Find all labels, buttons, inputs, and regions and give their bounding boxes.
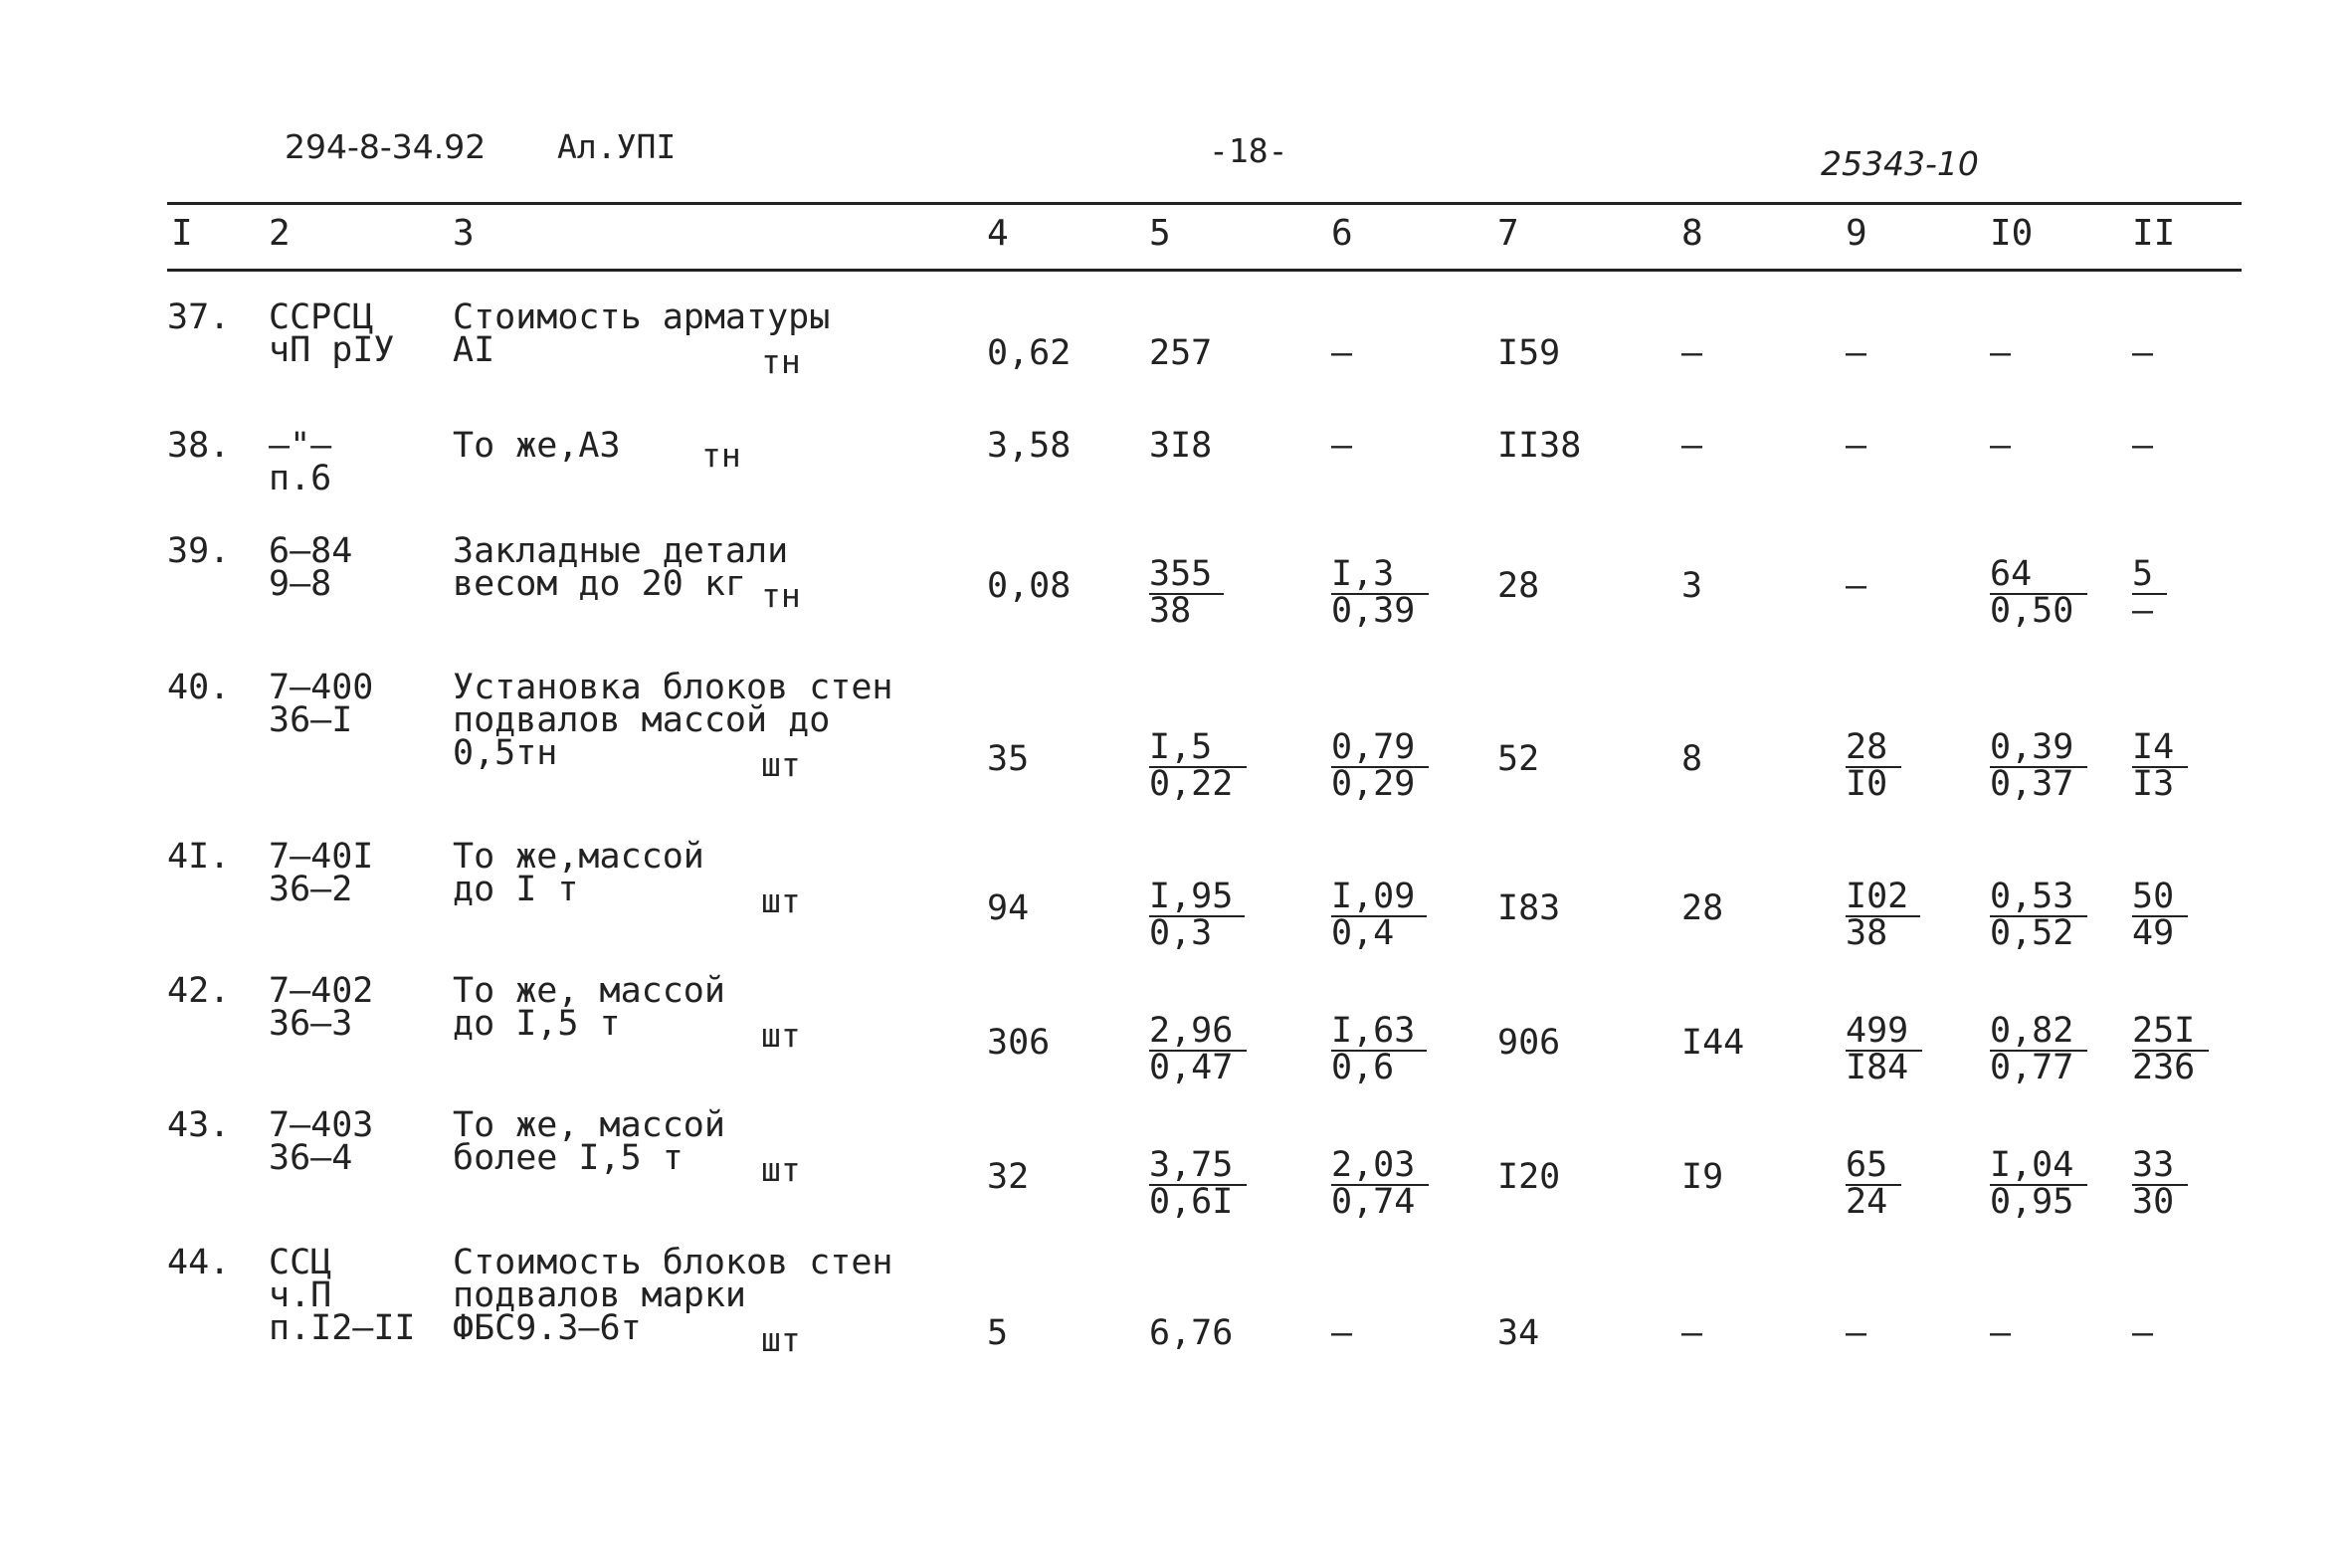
fraction-denominator: 0,22 [1149, 766, 1247, 801]
work-description-line: Стоимость арматуры [453, 297, 831, 337]
work-description-line: до I т [453, 870, 579, 909]
fraction-denominator: I84 [1846, 1050, 1922, 1084]
fraction-denominator: 0,74 [1331, 1184, 1429, 1219]
unit-of-measure: шт [761, 1150, 801, 1189]
norm-code-line: 6–84 [269, 531, 353, 571]
fraction-numerator: – [1846, 426, 1867, 466]
cell-c10-value [1990, 1011, 2075, 1087]
norm-code-line: 36–2 [269, 870, 353, 909]
fraction-denominator: 49 [2132, 915, 2188, 950]
work-description-line: AI [453, 330, 495, 370]
fraction-numerator: I,3 [1331, 554, 1395, 594]
fraction-denominator: 0,29 [1331, 766, 1429, 801]
fraction-numerator: – [1331, 426, 1353, 466]
column-header-7: 7 [1497, 213, 1519, 254]
work-description-line: Установка блоков стен [453, 668, 893, 707]
norm-code-line: 7–40I [269, 837, 374, 877]
unit-of-measure: тн [761, 576, 801, 615]
column-header-1: I [171, 213, 193, 254]
unit-of-measure: тн [761, 342, 801, 381]
work-description-line: весом до 20 кг [453, 564, 747, 604]
norm-code-line: ССРСЦ [269, 297, 374, 337]
fraction-numerator: 5 [2132, 554, 2154, 594]
fraction-numerator: – [1990, 1313, 2012, 1353]
work-description-line: подвалов массой до [453, 700, 831, 740]
column-header-5: 5 [1149, 213, 1171, 254]
fraction-numerator: 33 [2132, 1145, 2175, 1185]
fraction-numerator: I,63 [1331, 1011, 1416, 1051]
cell-c9-value [1846, 566, 1867, 606]
fraction-numerator: 64 [1990, 554, 2033, 594]
cell-c6-value [1331, 1313, 1353, 1353]
document-code: 294-8-34.92 [285, 127, 487, 166]
work-description-line: до I,5 т [453, 1004, 621, 1044]
cell-col7: I83 [1497, 888, 1561, 928]
fraction-denominator: 0,95 [1990, 1184, 2087, 1219]
fraction-denominator: 0,39 [1331, 593, 1429, 628]
fraction-numerator: 28 [1846, 727, 1888, 767]
cell-c9-value [1846, 1313, 1867, 1353]
table-header-rule [167, 269, 2242, 272]
cell-c9-value [1846, 333, 1867, 373]
fraction-denominator: 0,4 [1331, 915, 1427, 950]
cell-c10-value [1990, 1313, 2012, 1353]
fraction-numerator: – [1990, 333, 2012, 373]
fraction-numerator: 3I8 [1149, 426, 1213, 466]
column-header-10: I0 [1990, 213, 2034, 254]
cell-c10-value [1990, 554, 2075, 631]
fraction-denominator: 30 [2132, 1184, 2188, 1219]
column-header-2: 2 [269, 213, 291, 254]
norm-code-line: п.I2–II [269, 1308, 416, 1348]
work-description-line: более I,5 т [453, 1138, 684, 1178]
fraction-numerator: I,09 [1331, 877, 1416, 916]
work-description-line: подвалов марки [453, 1275, 747, 1315]
cell-c5-value [1149, 877, 1234, 953]
cell-c6-value [1331, 554, 1417, 631]
work-description-line: Стоимость блоков стен [453, 1243, 893, 1282]
cell-col8: 3 [1681, 566, 1703, 606]
unit-of-measure: шт [761, 882, 801, 920]
cell-col7: 906 [1497, 1023, 1561, 1063]
cell-col8: – [1681, 333, 1703, 373]
fraction-denominator: I0 [1846, 766, 1901, 801]
cell-col8: – [1681, 1313, 1703, 1353]
column-header-4: 4 [987, 213, 1009, 254]
cell-c10-value [1990, 727, 2075, 804]
row-number: 44. [167, 1243, 231, 1282]
row-number: 43. [167, 1105, 231, 1145]
row-number: 38. [167, 426, 231, 466]
fraction-numerator: 2,96 [1149, 1011, 1234, 1051]
fraction-numerator: 3,75 [1149, 1145, 1234, 1185]
cell-col4: 3,58 [987, 426, 1072, 466]
inventory-number: 25343-10 [1821, 144, 1979, 183]
column-header-8: 8 [1681, 213, 1703, 254]
unit-of-measure: шт [761, 1320, 801, 1359]
cell-col4: 0,08 [987, 566, 1072, 606]
cell-col8: 28 [1681, 888, 1724, 928]
cell-c11-value [2132, 554, 2155, 631]
cell-col7: I59 [1497, 333, 1561, 373]
cell-col4: 306 [987, 1023, 1051, 1063]
work-description-line: То же,А3 [453, 426, 621, 466]
fraction-denominator: 24 [1846, 1184, 1901, 1219]
fraction-numerator: 355 [1149, 554, 1213, 594]
fraction-denominator: 0,6 [1331, 1050, 1427, 1084]
fraction-denominator: 38 [1149, 593, 1224, 628]
cell-col7: 52 [1497, 739, 1540, 779]
cell-col4: 35 [987, 739, 1030, 779]
cell-c5-value [1149, 333, 1213, 373]
unit-of-measure: тн [701, 436, 741, 475]
fraction-numerator: I,95 [1149, 877, 1234, 916]
cell-c11-value [2132, 1011, 2197, 1087]
fraction-denominator: 0,50 [1990, 593, 2087, 628]
norm-code-line: п.6 [269, 459, 332, 498]
cell-col4: 5 [987, 1313, 1009, 1353]
fraction-numerator: 6,76 [1149, 1313, 1234, 1353]
fraction-denominator: 38 [1846, 915, 1920, 950]
table-top-rule [167, 202, 2242, 205]
fraction-numerator: – [1846, 1313, 1867, 1353]
fraction-denominator: – [2132, 593, 2167, 628]
unit-of-measure: шт [761, 1016, 801, 1055]
fraction-numerator: 257 [1149, 333, 1213, 373]
norm-code-line: чП рIУ [269, 330, 395, 370]
work-description-line: Закладные детали [453, 531, 789, 571]
cell-col4: 32 [987, 1157, 1030, 1197]
norm-code-line: 7–400 [269, 668, 374, 707]
work-description-line: ФБС9.3–6т [453, 1308, 642, 1348]
fraction-numerator: – [1846, 566, 1867, 606]
cell-c9-value [1846, 877, 1909, 953]
cell-c9-value [1846, 1011, 1910, 1087]
cell-c5-value [1149, 1011, 1235, 1087]
column-header-3: 3 [453, 213, 475, 254]
norm-code-line: –"– [269, 426, 332, 466]
cell-c5-value [1149, 1313, 1234, 1353]
cell-c6-value [1331, 727, 1417, 804]
cell-c11-value [2132, 727, 2176, 804]
fraction-numerator: – [2132, 1313, 2154, 1353]
fraction-numerator: – [1331, 333, 1353, 373]
cell-c5-value [1149, 1145, 1235, 1222]
fraction-numerator: 0,39 [1990, 727, 2074, 767]
norm-code-line: ССЦ [269, 1243, 332, 1282]
column-header-9: 9 [1846, 213, 1867, 254]
cell-c6-value [1331, 333, 1353, 373]
norm-code-line: 7–403 [269, 1105, 374, 1145]
norm-code-line: 9–8 [269, 564, 332, 604]
norm-code-line: 36–4 [269, 1138, 353, 1178]
cell-c10-value [1990, 333, 2012, 373]
cell-col8: – [1681, 426, 1703, 466]
cell-c6-value [1331, 426, 1353, 466]
cell-c6-value [1331, 1145, 1417, 1222]
cell-c5-value [1149, 554, 1213, 631]
column-header-11: II [2132, 213, 2176, 254]
cell-c10-value [1990, 877, 2075, 953]
norm-code-line: 36–I [269, 700, 353, 740]
norm-code-line: ч.П [269, 1275, 332, 1315]
cell-col7: II38 [1497, 426, 1582, 466]
fraction-numerator: 0,82 [1990, 1011, 2074, 1051]
fraction-numerator: – [1331, 1313, 1353, 1353]
row-number: 39. [167, 531, 231, 571]
work-description-line: То же, массой [453, 971, 725, 1011]
cell-col8: I9 [1681, 1157, 1724, 1197]
fraction-numerator: 25I [2132, 1011, 2196, 1051]
cell-col4: 94 [987, 888, 1030, 928]
fraction-numerator: 2,03 [1331, 1145, 1416, 1185]
fraction-denominator: 0,77 [1990, 1050, 2087, 1084]
cell-c10-value [1990, 1145, 2075, 1222]
cell-col4: 0,62 [987, 333, 1072, 373]
work-description-line: 0,5тн [453, 733, 558, 773]
cell-c9-value [1846, 1145, 1889, 1222]
fraction-numerator: 0,53 [1990, 877, 2074, 916]
column-header-6: 6 [1331, 213, 1353, 254]
row-number: 42. [167, 971, 231, 1011]
fraction-numerator: I4 [2132, 727, 2175, 767]
fraction-numerator: – [1846, 333, 1867, 373]
cell-c9-value [1846, 727, 1889, 804]
cell-c11-value [2132, 333, 2154, 373]
cell-col7: 28 [1497, 566, 1540, 606]
cell-c5-value [1149, 727, 1235, 804]
fraction-numerator: I,04 [1990, 1145, 2074, 1185]
fraction-numerator: – [2132, 333, 2154, 373]
fraction-numerator: 499 [1846, 1011, 1909, 1051]
cell-c6-value [1331, 1011, 1416, 1087]
cell-c11-value [2132, 426, 2154, 466]
cell-col7: I20 [1497, 1157, 1561, 1197]
cell-c6-value [1331, 877, 1416, 953]
cell-c11-value [2132, 1313, 2154, 1353]
cell-col8: I44 [1681, 1023, 1745, 1063]
fraction-denominator: 0,3 [1149, 915, 1245, 950]
unit-of-measure: шт [761, 745, 801, 784]
norm-code-line: 7–402 [269, 971, 374, 1011]
fraction-numerator: 50 [2132, 877, 2175, 916]
fraction-denominator: 236 [2132, 1050, 2209, 1084]
cell-c5-value [1149, 426, 1213, 466]
cell-c11-value [2132, 877, 2176, 953]
cell-c10-value [1990, 426, 2012, 466]
album-number: Ал.УПI [557, 127, 677, 166]
row-number: 37. [167, 297, 231, 337]
page-number: -18- [1209, 131, 1288, 170]
cell-col8: 8 [1681, 739, 1703, 779]
fraction-denominator: 0,6I [1149, 1184, 1247, 1219]
cell-col7: 34 [1497, 1313, 1540, 1353]
fraction-denominator: 0,52 [1990, 915, 2087, 950]
cell-c9-value [1846, 426, 1867, 466]
row-number: 4I. [167, 837, 231, 877]
fraction-denominator: I3 [2132, 766, 2188, 801]
fraction-numerator: I02 [1846, 877, 1909, 916]
fraction-denominator: 0,37 [1990, 766, 2087, 801]
fraction-numerator: I,5 [1149, 727, 1213, 767]
fraction-denominator: 0,47 [1149, 1050, 1247, 1084]
fraction-numerator: 0,79 [1331, 727, 1416, 767]
fraction-numerator: – [2132, 426, 2154, 466]
fraction-numerator: 65 [1846, 1145, 1888, 1185]
cell-c11-value [2132, 1145, 2176, 1222]
fraction-numerator: – [1990, 426, 2012, 466]
row-number: 40. [167, 668, 231, 707]
work-description-line: То же,массой [453, 837, 704, 877]
work-description-line: То же, массой [453, 1105, 725, 1145]
norm-code-line: 36–3 [269, 1004, 353, 1044]
